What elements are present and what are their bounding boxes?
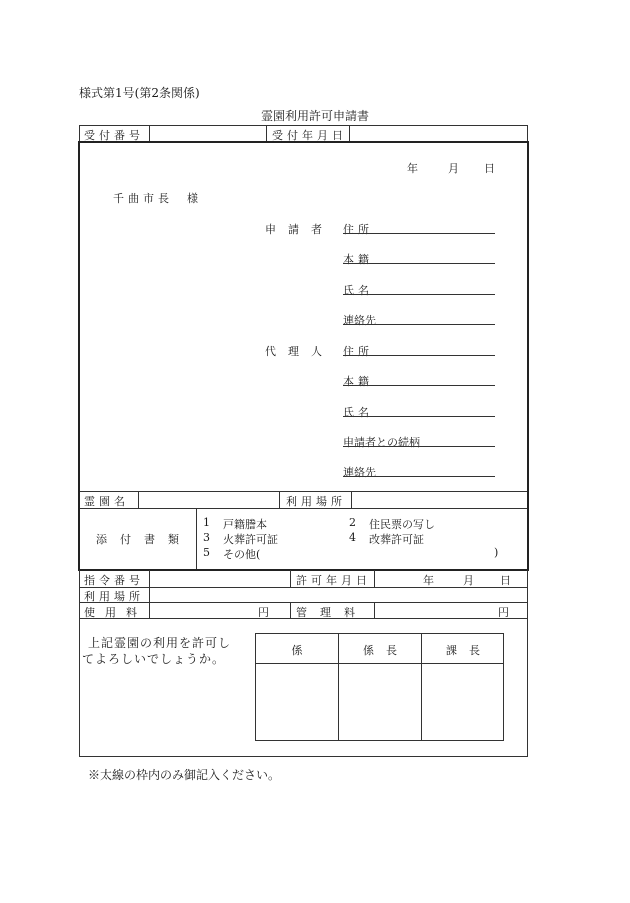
agent-name-label: 氏名 (343, 406, 373, 419)
attachment-item-2[interactable]: 住民票の写し (369, 518, 435, 531)
office-usage-place-field[interactable] (150, 588, 526, 601)
attachments-label: 添付書類 (96, 533, 192, 546)
agent-name-field[interactable] (343, 416, 495, 417)
usage-fee-unit: 円 (258, 606, 269, 619)
applicant-name-field[interactable] (343, 294, 495, 295)
applicant-contact-label: 連絡先 (343, 314, 376, 327)
attachment-num-5: 5 (203, 546, 210, 559)
management-fee-field[interactable] (376, 603, 494, 617)
applicant-domicile-label: 本籍 (343, 253, 373, 266)
approval-header-staff: 係 (291, 644, 303, 657)
agent-domicile-label: 本籍 (343, 375, 373, 388)
designation-number-field[interactable] (150, 571, 289, 586)
attachment-num-1: 1 (203, 516, 210, 529)
applicant-address-field[interactable] (343, 233, 495, 234)
attachment-num-2: 2 (349, 516, 356, 529)
document-title: 霊園利用許可申請書 (260, 109, 369, 123)
attachment-item-1[interactable]: 戸籍謄本 (223, 518, 267, 531)
agent-domicile-field[interactable] (343, 385, 495, 386)
applicant-domicile-field[interactable] (343, 263, 495, 264)
applicant-contact-field[interactable] (343, 324, 495, 325)
approval-stamp-chief[interactable] (339, 664, 421, 740)
permit-month-label: 月 (463, 574, 474, 587)
applicant-label: 申請者 (265, 223, 334, 236)
attachment-num-3: 3 (203, 531, 210, 544)
usage-place-label: 利用場所 (286, 495, 346, 508)
usage-fee-field[interactable] (150, 603, 254, 617)
addressee-name: 千曲市長 (113, 192, 173, 205)
date-month-label: 月 (448, 162, 459, 175)
approval-stamp-staff[interactable] (256, 664, 338, 740)
cemetery-name-field[interactable] (139, 492, 278, 507)
usage-fee-label: 使用料 (84, 606, 147, 619)
reception-date-label: 受付年月日 (272, 129, 347, 142)
agent-contact-label: 連絡先 (343, 466, 376, 479)
management-fee-label: 管理料 (296, 606, 368, 619)
office-usage-place-label: 利用場所 (84, 590, 144, 603)
date-year-label: 年 (407, 162, 418, 175)
footnote: ※太線の枠内のみ御記入ください。 (88, 768, 281, 782)
agent-address-label: 住所 (343, 345, 373, 358)
permit-day-label: 日 (500, 574, 511, 587)
approval-header-chief: 係長 (363, 644, 409, 657)
usage-place-field[interactable] (352, 492, 526, 507)
agent-contact-field[interactable] (343, 476, 495, 477)
agent-address-field[interactable] (343, 355, 495, 356)
management-fee-unit: 円 (498, 606, 509, 619)
reception-number-label: 受付番号 (84, 129, 144, 142)
attachment-other-close-paren: ) (494, 546, 499, 559)
approval-question-line1: 上記霊園の利用を許可し (88, 636, 232, 650)
agent-label: 代理人 (265, 345, 334, 358)
approval-stamp-section-head[interactable] (422, 664, 503, 740)
reception-number-field[interactable] (150, 126, 265, 141)
designation-number-label: 指令番号 (84, 574, 144, 587)
agent-relationship-field[interactable] (343, 446, 495, 447)
permit-year-label: 年 (423, 574, 434, 587)
addressee-honorific: 様 (187, 192, 198, 205)
attachment-item-4[interactable]: 改葬許可証 (369, 533, 424, 546)
date-day-label: 日 (484, 162, 495, 175)
applicant-address-label: 住所 (343, 223, 373, 236)
form-number: 様式第1号(第2条関係) (79, 86, 200, 100)
attachment-other-field[interactable] (290, 545, 490, 559)
agent-relationship-label: 申請者との続柄 (343, 436, 420, 449)
attachment-item-5[interactable]: その他( (223, 548, 261, 561)
attachment-item-3[interactable]: 火葬許可証 (223, 533, 278, 546)
cemetery-name-label: 霊園名 (84, 495, 129, 508)
applicant-name-label: 氏名 (343, 284, 373, 297)
reception-date-field[interactable] (350, 126, 526, 141)
attachment-num-4: 4 (349, 531, 356, 544)
approval-question-line2: てよろしいでしょうか。 (82, 652, 226, 666)
approval-header-section-head: 課長 (446, 644, 492, 657)
permit-date-label: 許可年月日 (296, 574, 371, 587)
